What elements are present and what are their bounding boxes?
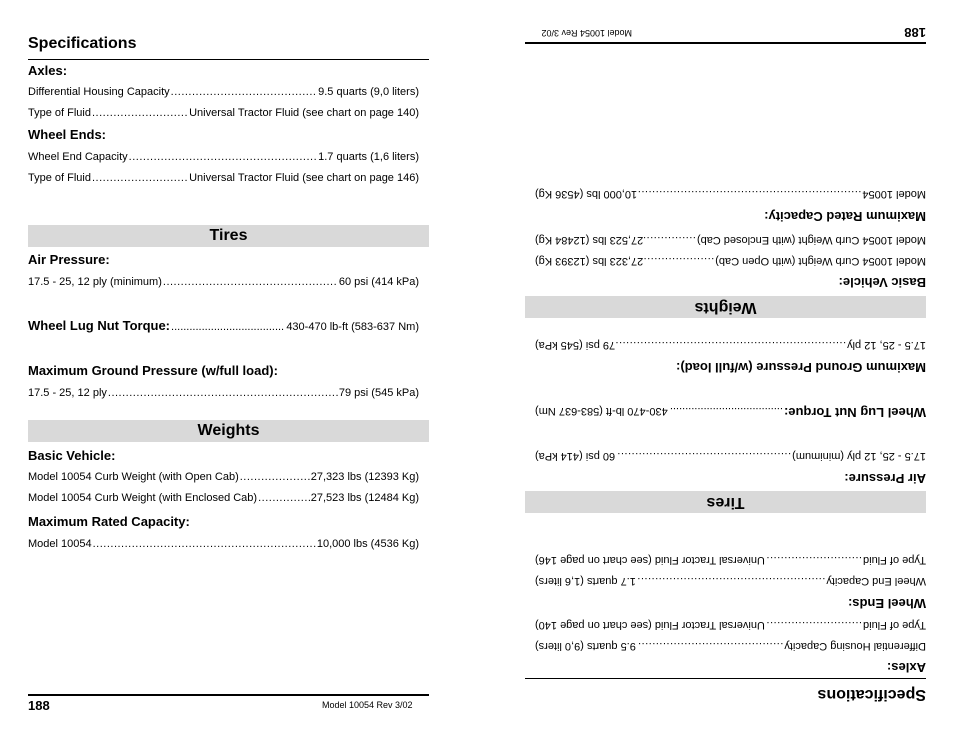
lug-torque-row: Wheel Lug Nut Torque: ..... 430-470 lb-ft (583-637 Nm) bbox=[535, 405, 926, 420]
spec-row: 17.5 - 25, 12 ply ..... 79 psi (545 kPa) bbox=[535, 339, 926, 351]
page-number: 188 bbox=[904, 25, 926, 40]
spec-row: Type of Fluid ..... Universal Tractor Fluid (see chart on page 146) bbox=[28, 172, 419, 184]
page-title: Specifications bbox=[28, 35, 137, 52]
title-rule bbox=[28, 59, 429, 60]
spec-row: Differential Housing Capacity ..... 9.5 quarts (9,0 liters) bbox=[28, 86, 419, 98]
tires-section-bar: Tires bbox=[28, 225, 429, 247]
right-page-rotated bbox=[477, 0, 954, 738]
tires-section-bar: Tires bbox=[525, 491, 926, 513]
max-capacity-heading: Maximum Rated Capacity: bbox=[764, 209, 926, 224]
spec-row: Type of Fluid ..... Universal Tractor Fluid (see chart on page 146) bbox=[535, 554, 926, 566]
ground-pressure-heading: Maximum Ground Pressure (w/full load): bbox=[28, 363, 278, 378]
weights-section-bar: Weights bbox=[28, 420, 429, 442]
air-pressure-heading: Air Pressure: bbox=[28, 252, 110, 267]
spec-row: Type of Fluid ..... Universal Tractor Fluid (see chart on page 140) bbox=[535, 619, 926, 631]
spec-row: Wheel End Capacity ..... 1.7 quarts (1,6 liters) bbox=[535, 575, 926, 587]
spec-row: Model 10054 ..... 10,000 lbs (4536 Kg) bbox=[28, 538, 419, 550]
spec-row: Wheel End Capacity ..... 1.7 quarts (1,6 liters) bbox=[28, 151, 419, 163]
basic-vehicle-heading: Basic Vehicle: bbox=[838, 275, 926, 290]
spec-row: Type of Fluid ..... Universal Tractor Fluid (see chart on page 140) bbox=[28, 107, 419, 119]
title-rule bbox=[525, 678, 926, 679]
spec-row: Model 10054 ..... 10,000 lbs (4536 Kg) bbox=[535, 188, 926, 200]
wheel-ends-heading: Wheel Ends: bbox=[28, 127, 107, 142]
spec-row: Model 10054 Curb Weight (with Open Cab) ..... 27,323 lbs (12393 Kg) bbox=[28, 471, 419, 483]
spec-row: Model 10054 Curb Weight (with Enclosed Cab) ..... 27,523 lbs (12484 Kg) bbox=[535, 234, 926, 246]
spec-row: 17.5 - 25, 12 ply ..... 79 psi (545 kPa) bbox=[28, 387, 419, 399]
spec-row: 17.5 - 25, 12 ply (minimum) ..... 60 psi (414 kPa) bbox=[28, 276, 419, 288]
page-number: 188 bbox=[28, 698, 50, 713]
axles-heading: Axles: bbox=[886, 660, 926, 675]
footer-model: Model 10054 Rev 3/02 bbox=[541, 28, 632, 38]
basic-vehicle-heading: Basic Vehicle: bbox=[28, 448, 116, 463]
page-title: Specifications bbox=[817, 686, 926, 703]
axles-heading: Axles: bbox=[28, 63, 68, 78]
weights-section-bar: Weights bbox=[525, 296, 926, 318]
wheel-ends-heading: Wheel Ends: bbox=[847, 596, 926, 611]
spec-row: Differential Housing Capacity ..... 9.5 quarts (9,0 liters) bbox=[535, 640, 926, 652]
footer-model: Model 10054 Rev 3/02 bbox=[322, 700, 413, 710]
spec-row: Model 10054 Curb Weight (with Open Cab) ..... 27,323 lbs (12393 Kg) bbox=[535, 255, 926, 267]
footer-rule bbox=[28, 694, 429, 696]
spec-row: 17.5 - 25, 12 ply (minimum) ..... 60 psi (414 kPa) bbox=[535, 450, 926, 462]
lug-torque-row: Wheel Lug Nut Torque: ..... 430-470 lb-ft (583-637 Nm) bbox=[28, 318, 419, 333]
max-capacity-heading: Maximum Rated Capacity: bbox=[28, 514, 190, 529]
spec-row: Model 10054 Curb Weight (with Enclosed Cab) ..... 27,523 lbs (12484 Kg) bbox=[28, 492, 419, 504]
ground-pressure-heading: Maximum Ground Pressure (w/full load): bbox=[676, 360, 926, 375]
air-pressure-heading: Air Pressure: bbox=[844, 471, 926, 486]
footer-rule bbox=[525, 42, 926, 44]
